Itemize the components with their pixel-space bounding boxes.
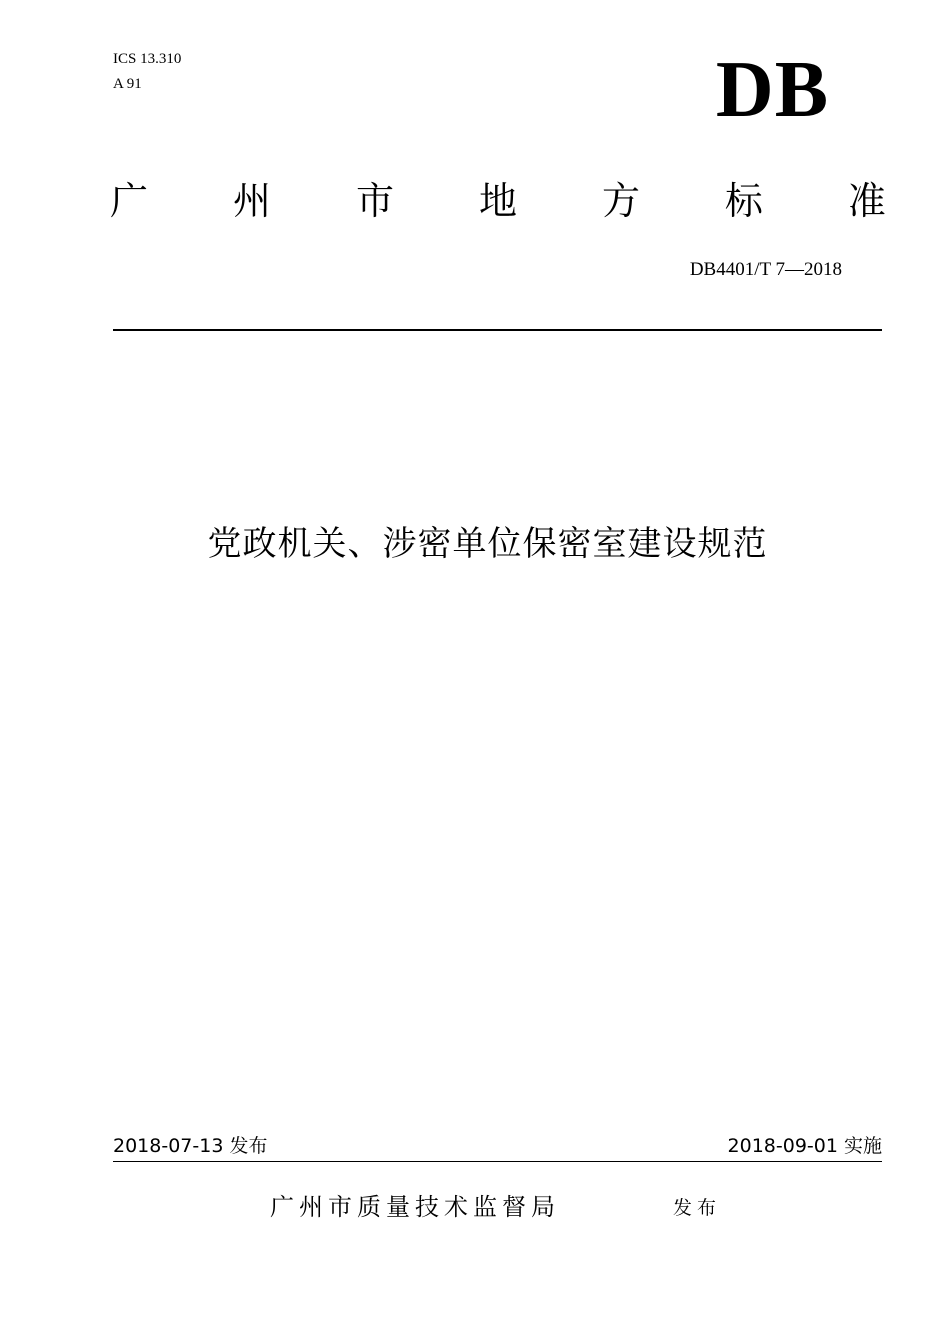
bottom-divider — [113, 1161, 882, 1162]
top-divider — [113, 329, 882, 331]
standard-type-char: 地 — [478, 179, 517, 223]
standard-type-heading — [110, 176, 886, 226]
standard-type-char: 州 — [232, 179, 271, 223]
standard-type-char: 标 — [724, 179, 763, 223]
standard-type-char: 广 — [110, 179, 149, 223]
publish-label: 发布 — [673, 1197, 722, 1219]
standard-type-char: 市 — [355, 179, 394, 223]
standard-number: DB4401/T 7—2018 — [689, 259, 842, 280]
document-title: 党政机关、涉密单位保密室建设规范 — [207, 524, 768, 564]
ccs-code: A 91 — [113, 76, 142, 92]
standard-type-char: 准 — [847, 179, 886, 223]
publisher-name: 广州市质量技术监督局 — [270, 1193, 560, 1221]
issue-date: 2018-07-13 发布 — [113, 1135, 268, 1157]
standard-type-char: 方 — [601, 179, 640, 223]
db-logo: DB — [715, 46, 830, 134]
ics-code: ICS 13.310 — [113, 51, 182, 67]
implementation-date: 2018-09-01 实施 — [727, 1135, 882, 1157]
